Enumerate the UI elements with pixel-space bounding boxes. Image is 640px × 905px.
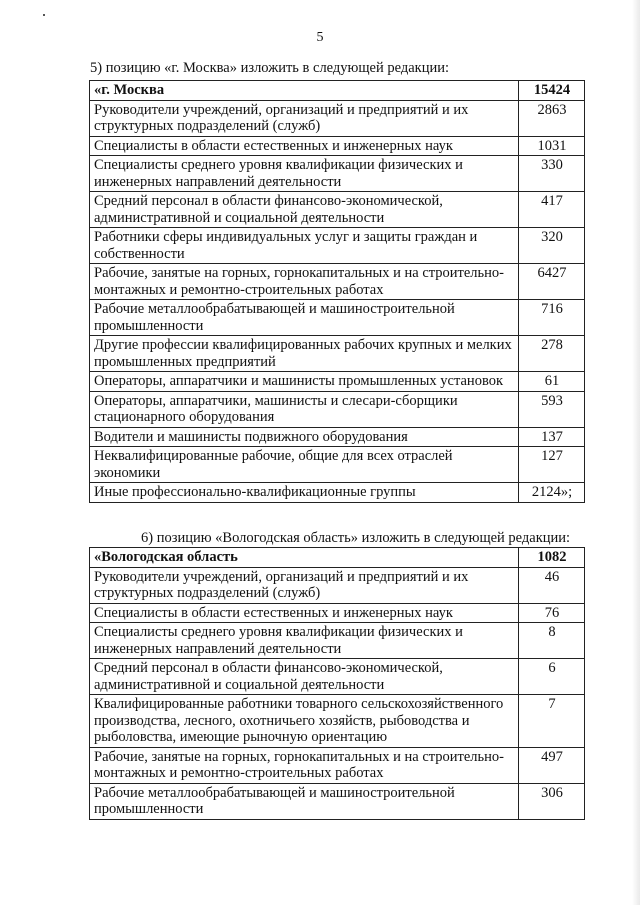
occupation-group-value: 61 <box>519 372 585 392</box>
table-row <box>90 264 585 300</box>
table-row <box>90 156 585 192</box>
table-row <box>90 603 585 623</box>
occupation-group-name: Водители и машинисты подвижного оборудования <box>90 427 519 447</box>
occupation-group-name: Операторы, аппаратчики и машинисты промышленных установок <box>90 372 519 392</box>
occupation-group-value: 593 <box>519 391 585 427</box>
occupation-group-name: Иные профессионально-квалификационные группы <box>90 483 519 503</box>
occupation-group-name: Специалисты в области естественных и инженерных наук <box>90 136 519 156</box>
moscow-header-row <box>90 81 585 101</box>
occupation-group-name: Рабочие металлообрабатывающей и машиностроительной промышленности <box>90 300 519 336</box>
occupation-group-value: 127 <box>519 447 585 483</box>
occupation-group-value: 2124»; <box>519 483 585 503</box>
table-row <box>90 136 585 156</box>
vologda-header-value: 1082 <box>519 548 585 568</box>
table-row <box>90 483 585 503</box>
moscow-table <box>89 80 585 503</box>
occupation-group-name: Неквалифицированные рабочие, общие для всех отраслей экономики <box>90 447 519 483</box>
table-row <box>90 192 585 228</box>
table-row <box>90 747 585 783</box>
occupation-group-value: 6 <box>519 659 585 695</box>
table-row <box>90 372 585 392</box>
occupation-group-name: Рабочие, занятые на горных, горнокапитальных и на строительно-монтажных и ремонтно-строительных работах <box>90 747 519 783</box>
occupation-group-name: Руководители учреждений, организаций и предприятий и их структурных подразделений (служб) <box>90 567 519 603</box>
table-row <box>90 427 585 447</box>
occupation-group-value: 417 <box>519 192 585 228</box>
occupation-group-value: 7 <box>519 695 585 748</box>
occupation-group-value: 8 <box>519 623 585 659</box>
vologda-table-body <box>90 548 585 820</box>
table-row <box>90 300 585 336</box>
occupation-group-name: Специалисты в области естественных и инженерных наук <box>90 603 519 623</box>
occupation-group-value: 137 <box>519 427 585 447</box>
occupation-group-name: Операторы, аппаратчики, машинисты и слесари-сборщики стационарного оборудования <box>90 391 519 427</box>
occupation-group-name: Работники сферы индивидуальных услуг и защиты граждан и собственности <box>90 228 519 264</box>
occupation-group-name: Специалисты среднего уровня квалификации физических и инженерных направлений деятельности <box>90 623 519 659</box>
vologda-header-name: «Вологодская область <box>90 548 519 568</box>
table-row <box>90 783 585 819</box>
occupation-group-value: 278 <box>519 336 585 372</box>
table-row <box>90 695 585 748</box>
table-row <box>90 336 585 372</box>
vologda-table <box>89 547 585 820</box>
occupation-group-value: 306 <box>519 783 585 819</box>
occupation-group-value: 497 <box>519 747 585 783</box>
occupation-group-value: 330 <box>519 156 585 192</box>
table-row <box>90 447 585 483</box>
occupation-group-name: Средний персонал в области финансово-экономической, административной и социальной деятельности <box>90 659 519 695</box>
occupation-group-name: Средний персонал в области финансово-экономической, административной и социальной деятельности <box>90 192 519 228</box>
occupation-group-value: 320 <box>519 228 585 264</box>
vologda-intro: 6) позицию «Вологодская область» изложить в следующей редакции: <box>141 530 571 546</box>
moscow-table-body <box>90 81 585 503</box>
page-number: 5 <box>316 30 324 45</box>
occupation-group-value: 76 <box>519 603 585 623</box>
occupation-group-value: 1031 <box>519 136 585 156</box>
moscow-header-name: «г. Москва <box>90 81 519 101</box>
occupation-group-value: 6427 <box>519 264 585 300</box>
moscow-header-value: 15424 <box>519 81 585 101</box>
occupation-group-value: 2863 <box>519 100 585 136</box>
occupation-group-name: Квалифицированные работники товарного сельскохозяйственного производства, лесного, охотничьего хозяйств, рыбоводства и рыболовства, имеющие рыночную ориентацию <box>90 695 519 748</box>
table-row <box>90 228 585 264</box>
table-row <box>90 391 585 427</box>
table-row <box>90 567 585 603</box>
occupation-group-name: Специалисты среднего уровня квалификации физических и инженерных направлений деятельности <box>90 156 519 192</box>
scan-edge-shadow <box>632 0 640 905</box>
scan-speck <box>43 14 45 16</box>
occupation-group-name: Рабочие металлообрабатывающей и машиностроительной промышленности <box>90 783 519 819</box>
vologda-header-row <box>90 548 585 568</box>
occupation-group-value: 716 <box>519 300 585 336</box>
table-row <box>90 100 585 136</box>
occupation-group-name: Руководители учреждений, организаций и предприятий и их структурных подразделений (служб) <box>90 100 519 136</box>
table-row <box>90 659 585 695</box>
moscow-intro: 5) позицию «г. Москва» изложить в следующей редакции: <box>90 60 450 76</box>
occupation-group-value: 46 <box>519 567 585 603</box>
occupation-group-name: Рабочие, занятые на горных, горнокапитальных и на строительно-монтажных и ремонтно-строительных работах <box>90 264 519 300</box>
occupation-group-name: Другие профессии квалифицированных рабочих крупных и мелких промышленных предприятий <box>90 336 519 372</box>
table-row <box>90 623 585 659</box>
